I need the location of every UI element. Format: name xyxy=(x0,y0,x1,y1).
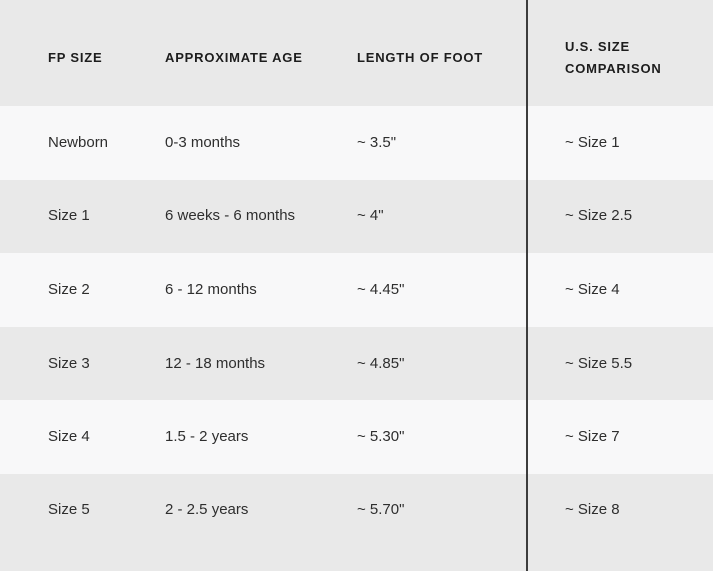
cell-age: 12 - 18 months xyxy=(165,354,266,372)
cell-age: 0-3 months xyxy=(165,133,241,151)
cell-us-size: ~ Size 1 xyxy=(565,133,620,151)
header-cell-fp-size: FP SIZE xyxy=(48,50,103,65)
cell-us-size: ~ Size 5.5 xyxy=(565,354,633,372)
header-cell-us-size-comparison: U.S. SIZE COMPARISON xyxy=(565,39,662,76)
column-divider xyxy=(526,0,528,571)
cell-us-size: ~ Size 4 xyxy=(565,280,620,298)
cell-age: 1.5 - 2 years xyxy=(165,428,249,446)
header-cell-length-of-foot: LENGTH OF FOOT xyxy=(357,50,484,65)
cell-length: ~ 3.5" xyxy=(357,133,397,151)
cell-us-size: ~ Size 2.5 xyxy=(565,207,633,225)
cell-us-size: ~ Size 7 xyxy=(565,428,620,446)
cell-length: ~ 4" xyxy=(357,207,384,225)
cell-fp-size: Size 3 xyxy=(48,354,90,372)
header-cell-approximate-age: APPROXIMATE AGE xyxy=(165,50,303,65)
table-header-row xyxy=(0,0,713,106)
cell-age: 6 weeks - 6 months xyxy=(165,207,296,225)
cell-fp-size: Size 5 xyxy=(48,500,90,518)
cell-age: 2 - 2.5 years xyxy=(165,500,249,518)
cell-fp-size: Size 2 xyxy=(48,280,90,298)
table-row xyxy=(0,400,713,474)
cell-fp-size: Size 1 xyxy=(48,207,90,225)
cell-fp-size: Size 4 xyxy=(48,428,90,446)
cell-length: ~ 4.45" xyxy=(357,280,405,298)
table-row xyxy=(0,106,713,180)
cell-age: 6 - 12 months xyxy=(165,280,257,298)
cell-us-size: ~ Size 8 xyxy=(565,500,620,518)
table-row xyxy=(0,474,713,571)
cell-length: ~ 4.85" xyxy=(357,354,405,372)
cell-length: ~ 5.70" xyxy=(357,500,405,518)
table-row xyxy=(0,253,713,327)
table-row xyxy=(0,327,713,401)
cell-length: ~ 5.30" xyxy=(357,428,405,446)
cell-fp-size: Newborn xyxy=(48,133,109,151)
table-row xyxy=(0,180,713,254)
